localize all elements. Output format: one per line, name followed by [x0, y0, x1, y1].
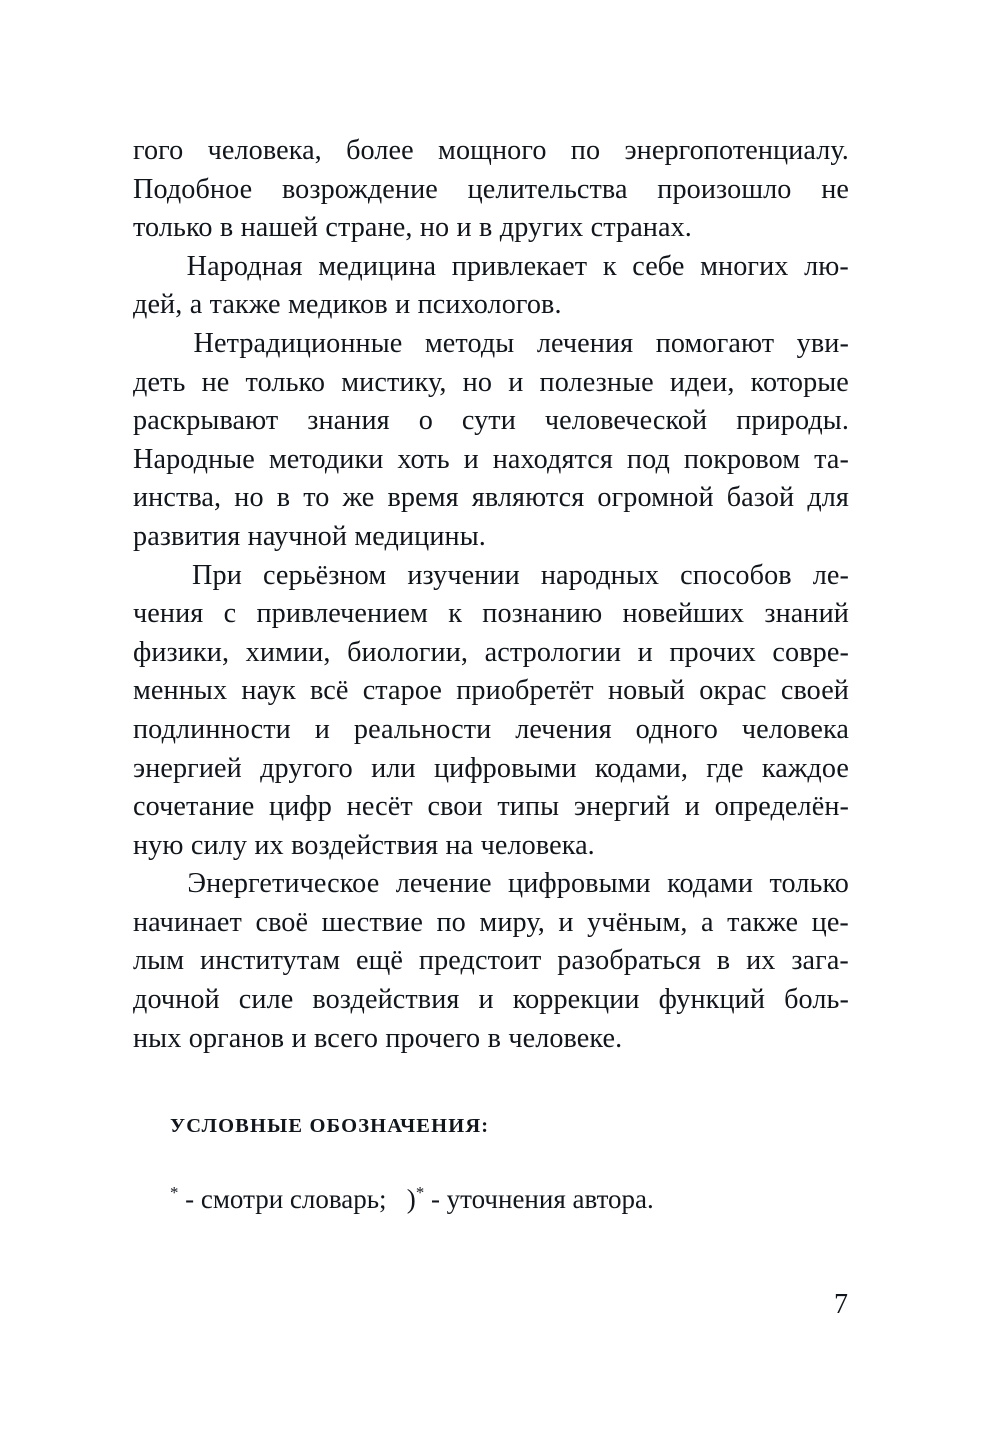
word: сочетание: [133, 791, 255, 823]
word: и: [478, 984, 494, 1016]
text-line: [133, 595, 849, 634]
word: гого: [133, 135, 184, 166]
word: мощного: [438, 135, 547, 166]
word: и: [314, 713, 330, 745]
word: но: [462, 366, 493, 398]
word: ещё: [356, 945, 404, 977]
legend-block: [170, 1113, 870, 1214]
word: более: [346, 135, 414, 166]
word: являются: [471, 482, 585, 514]
word: покровом: [683, 443, 801, 475]
paragraph: [133, 325, 849, 557]
word: человеческой: [544, 405, 708, 437]
word: кодами: [667, 868, 754, 900]
word: научной: [247, 520, 348, 552]
text-line: [133, 479, 849, 518]
word: в: [487, 1022, 501, 1054]
word: учёным,: [587, 906, 688, 938]
word: лю-: [804, 250, 849, 282]
word: раскрывают: [133, 405, 279, 437]
word: время: [387, 482, 459, 514]
text-line: [133, 750, 849, 789]
word: полезные: [539, 366, 654, 398]
word: только: [133, 212, 213, 244]
word: дочной: [133, 984, 220, 1016]
body-text-column: [133, 132, 849, 1058]
word: для: [807, 482, 849, 514]
word: по: [570, 135, 601, 166]
word: психологов.: [417, 289, 562, 321]
text-line: [133, 364, 849, 403]
word: только: [245, 366, 326, 398]
paragraph-indent: [133, 248, 171, 287]
word: по: [436, 906, 466, 938]
word: лечения: [515, 713, 612, 745]
word: деть: [133, 366, 186, 398]
text-line: [133, 557, 849, 596]
word: огромной: [597, 482, 714, 514]
word: прочих: [669, 636, 756, 668]
word: одного: [635, 713, 718, 745]
word: всё: [309, 675, 349, 707]
word: боль-: [784, 984, 849, 1016]
word: человека.: [480, 829, 595, 861]
paragraph: [133, 557, 849, 866]
word: медиков: [287, 289, 388, 321]
word: природы.: [736, 405, 849, 437]
word: дей,: [133, 289, 183, 321]
word: или: [371, 752, 416, 784]
word: миру,: [479, 906, 545, 938]
word: в: [276, 482, 291, 514]
word: методики: [268, 443, 384, 475]
word: реальности: [353, 713, 492, 745]
word: в: [219, 212, 234, 244]
word: под: [626, 443, 670, 475]
word: институтам: [200, 945, 341, 977]
word: помогают: [655, 327, 775, 359]
word: астрологии: [484, 636, 622, 668]
word: начинает: [133, 906, 242, 938]
word: ную: [133, 829, 184, 861]
word: же: [342, 482, 375, 514]
word: других: [499, 212, 584, 244]
word: изучении: [407, 559, 520, 591]
word: мистику,: [341, 366, 447, 398]
word: физики,: [133, 636, 230, 668]
word: типы: [497, 791, 560, 823]
legend-note-text: - уточнения автора.: [424, 1184, 654, 1214]
word: о: [418, 405, 433, 437]
word: уви-: [796, 327, 849, 359]
word: энергопотенциалу.: [624, 135, 849, 166]
text-line: [133, 132, 849, 171]
word: цифр: [269, 791, 332, 823]
word: в: [716, 945, 731, 977]
word: каждое: [761, 752, 849, 784]
word: человеке.: [508, 1022, 623, 1054]
paragraph: [133, 132, 849, 248]
word: биологии,: [347, 636, 469, 668]
word: наук: [241, 675, 296, 707]
paragraph: [133, 865, 849, 1058]
word: также: [209, 289, 281, 321]
word: методы: [424, 327, 515, 359]
word: многих: [700, 250, 789, 282]
word: которые: [750, 366, 849, 398]
word: не: [201, 366, 230, 398]
word: их: [254, 829, 284, 861]
word: целительства: [467, 173, 628, 205]
word: их: [746, 945, 776, 977]
word: возрождение: [281, 173, 438, 205]
word: це-: [811, 906, 849, 938]
word: то: [303, 482, 330, 514]
word: хоть: [397, 443, 450, 475]
word: воздействия: [312, 984, 460, 1016]
word: прочего: [385, 1022, 481, 1054]
word: с: [223, 598, 237, 630]
word: подлинности: [133, 713, 291, 745]
word: не: [821, 173, 849, 205]
paragraph-indent: [133, 557, 171, 596]
word: всего: [314, 1022, 379, 1054]
word: инства,: [133, 482, 222, 514]
word: энергий: [573, 791, 671, 823]
word: определён-: [714, 791, 849, 823]
text-line: [133, 1020, 849, 1059]
word: ле-: [812, 559, 849, 591]
word: приобретёт: [456, 675, 594, 707]
word: окрас: [699, 675, 767, 707]
word: разобраться: [557, 945, 701, 977]
word: ных: [133, 1022, 182, 1054]
word: та-: [814, 443, 849, 475]
word: другого: [260, 752, 353, 784]
word: развития: [133, 520, 241, 552]
word: химии,: [245, 636, 331, 668]
word: лечения: [536, 327, 634, 359]
word: но: [419, 212, 450, 244]
word: базой: [726, 482, 795, 514]
text-line: [133, 171, 849, 210]
word: сути: [461, 405, 516, 437]
word: чения: [133, 598, 204, 630]
text-line: [133, 904, 849, 943]
word: Народная: [186, 250, 303, 282]
word: старое: [362, 675, 443, 707]
word: и: [463, 443, 479, 475]
paragraph: [133, 248, 849, 325]
word: новый: [607, 675, 685, 707]
word: предстоит: [418, 945, 542, 977]
text-line: [133, 248, 849, 287]
word: и: [684, 791, 700, 823]
word: находятся: [492, 443, 613, 475]
text-line: [133, 827, 849, 866]
text-line: [133, 981, 849, 1020]
word: шествие: [321, 906, 423, 938]
text-line: [133, 634, 849, 673]
text-line: [133, 325, 849, 364]
text-line: [133, 286, 849, 325]
word: медицина: [318, 250, 437, 282]
word: своё: [255, 906, 309, 938]
word: познанию: [482, 598, 603, 630]
word: цифровыми: [508, 868, 651, 900]
text-line: [133, 672, 849, 711]
legend-title: УСЛОВНЫЕ ОБОЗНАЧЕНИЯ:: [170, 1115, 490, 1137]
word: знания: [307, 405, 390, 437]
legend-note-text: - смотри словарь; ): [178, 1184, 416, 1214]
word: силу: [190, 829, 248, 861]
text-line: [133, 518, 849, 557]
word: При: [192, 559, 242, 591]
word: к: [602, 250, 617, 282]
word: а: [701, 906, 714, 938]
word: функций: [658, 984, 766, 1016]
word: и: [395, 289, 411, 321]
word: коррекции: [512, 984, 640, 1016]
word: Народные: [133, 443, 255, 475]
text-line: [133, 711, 849, 750]
word: только: [769, 868, 849, 900]
text-line: [133, 402, 849, 441]
word: менных: [133, 675, 228, 707]
word: свои: [427, 791, 483, 823]
word: и: [291, 1022, 307, 1054]
word: стране,: [325, 212, 413, 244]
word: себе: [632, 250, 685, 282]
word: нашей: [240, 212, 319, 244]
page-number: 7: [834, 1289, 848, 1320]
word: также: [727, 906, 799, 938]
word: в: [479, 212, 493, 244]
word: но: [234, 482, 264, 514]
word: и: [508, 366, 524, 398]
word: лым: [133, 945, 185, 977]
word: к: [448, 598, 463, 630]
word: человека,: [207, 135, 322, 166]
word: новейших: [622, 598, 745, 630]
word: Подобное: [133, 173, 253, 205]
word: и: [456, 212, 472, 244]
word: произошло: [657, 173, 792, 205]
word: лечение: [395, 868, 492, 900]
word: человека: [741, 713, 849, 745]
text-line: [133, 209, 849, 248]
word: способов: [680, 559, 792, 591]
word: где: [706, 752, 744, 784]
word: привлечением: [256, 598, 428, 630]
word: кодами,: [594, 752, 688, 784]
paragraph-indent: [133, 325, 171, 364]
word: а: [189, 289, 203, 321]
footnote-asterisk: *: [415, 1183, 425, 1202]
word: народных: [540, 559, 660, 591]
text-line: [133, 441, 849, 480]
word: цифровыми: [433, 752, 577, 784]
word: энергией: [133, 752, 242, 784]
word: Нетрадиционные: [193, 327, 403, 359]
word: и: [637, 636, 653, 668]
word: силе: [238, 984, 294, 1016]
word: на: [445, 829, 474, 861]
text-line: [133, 942, 849, 981]
word: серьёзном: [262, 559, 387, 591]
footnote-asterisk: *: [170, 1183, 179, 1202]
word: медицины.: [354, 520, 486, 552]
text-line: [133, 788, 849, 827]
word: несёт: [346, 791, 413, 823]
text-line: [133, 865, 849, 904]
word: зага-: [791, 945, 849, 977]
word: привлекает: [451, 250, 588, 282]
word: своей: [780, 675, 849, 707]
word: совре-: [772, 636, 849, 668]
word: странах.: [590, 212, 692, 244]
word: Энергетическое: [187, 868, 380, 900]
word: знаний: [764, 598, 849, 630]
paragraph-indent: [133, 865, 171, 904]
word: и: [558, 906, 574, 938]
word: органов: [188, 1022, 285, 1054]
legend-note: [170, 1181, 654, 1217]
word: идеи,: [669, 366, 735, 398]
word: воздействия: [291, 829, 439, 861]
